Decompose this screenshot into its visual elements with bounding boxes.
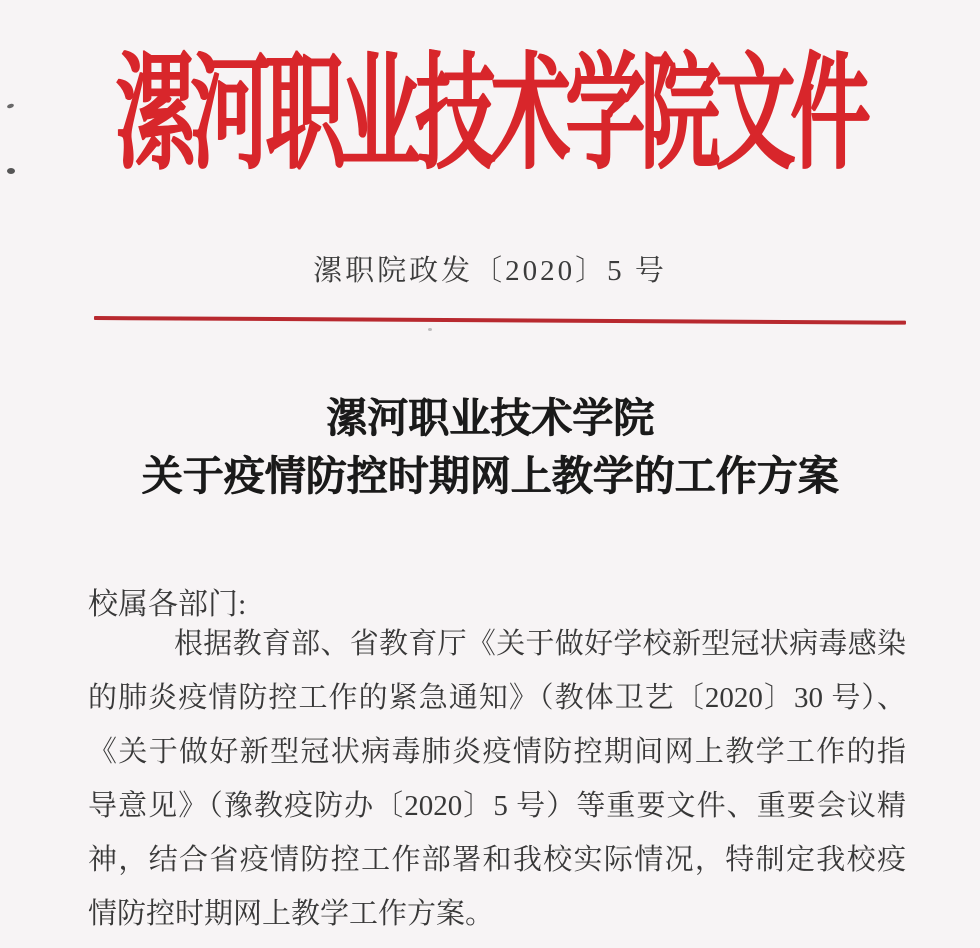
document-title-line1: 漯河职业技术学院 [326,395,654,441]
document-number: 漯职院政发〔2020〕5 号 [313,255,667,287]
document-title-line2: 关于疫情防控时期网上教学的工作方案 [141,453,839,499]
salutation: 校属各部门: [88,588,247,621]
body-paragraph [88,617,906,941]
paragraph-line: 神，结合省疫情防控工作部署和我校实际情况，特制定我校疫 [88,844,906,876]
document-title [0,389,980,505]
red-divider-line [94,316,906,325]
paragraph-line: 《关于做好新型冠状病毒肺炎疫情防控期间网上教学工作的指 [88,736,906,768]
scan-speck [428,328,432,331]
paragraph-line: 情防控时期网上教学工作方案。 [88,898,495,930]
paragraph-line: 导意见》（豫教疫防办〔2020〕5 号）等重要文件、重要会议精 [88,790,906,822]
paragraph-line: 根据教育部、省教育厅《关于做好学校新型冠状病毒感染 [174,628,906,660]
paragraph-line: 的肺炎疫情防控工作的紧急通知》（教体卫艺〔2020〕30 号）、 [88,682,906,714]
red-header-org-title: 漯河职业技术学院文件 [115,46,865,186]
